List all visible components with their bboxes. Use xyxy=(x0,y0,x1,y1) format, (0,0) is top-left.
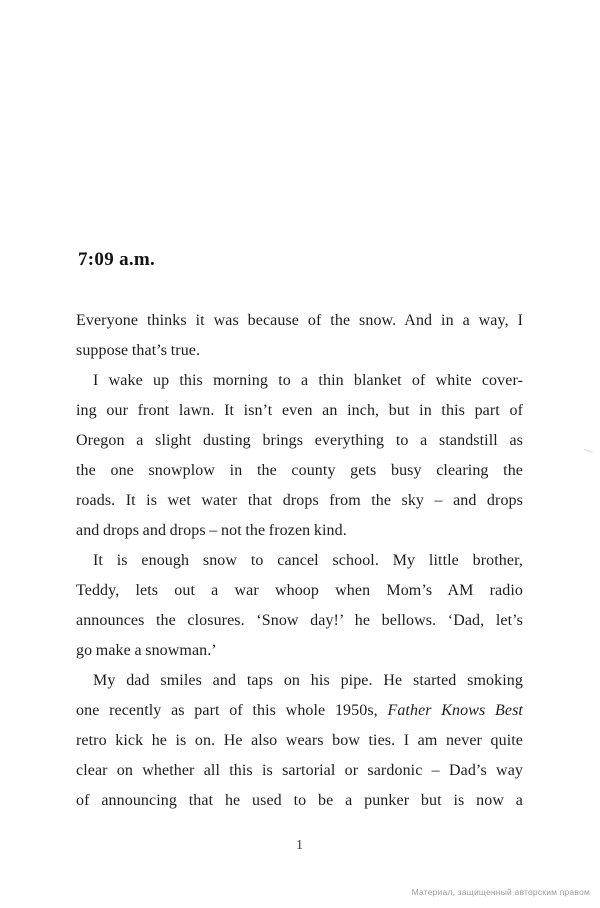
text-line xyxy=(76,426,523,456)
text-segment: go make a snowman.’ xyxy=(76,642,217,659)
text-segment: Everyone thinks it was because of the snow. And in a way, I xyxy=(76,312,523,329)
text-segment: one recently as part of this whole 1950s, xyxy=(76,702,388,719)
text-line xyxy=(76,696,523,726)
text-segment: of announcing that he used to be a punker but is now a xyxy=(76,792,523,809)
text-segment: Teddy, lets out a war whoop when Mom’s AM radio xyxy=(76,582,523,599)
text-segment: the one snowplow in the county gets busy clearing the xyxy=(76,462,523,479)
text-segment: retro kick he is on. He also wears bow ties. I am never quite xyxy=(76,732,523,749)
text-line xyxy=(76,396,523,426)
text-line xyxy=(76,366,523,396)
text-segment: announces the closures. ‘Snow day!’ he bellows. ‘Dad, let’s xyxy=(76,612,523,629)
text-segment: and drops and drops – not the frozen kind. xyxy=(76,522,347,539)
text-block xyxy=(76,306,523,816)
text-line xyxy=(76,726,523,756)
text-line xyxy=(76,516,523,546)
italic-text-segment: Father Knows Best xyxy=(387,702,523,719)
page-number: 1 xyxy=(296,838,303,853)
text-segment: Oregon a slight dusting brings everything to a standstill as xyxy=(76,432,523,449)
scan-artifact xyxy=(584,449,593,454)
text-line xyxy=(76,456,523,486)
text-line xyxy=(76,756,523,786)
text-segment: suppose that’s true. xyxy=(76,342,201,359)
text-segment: It is enough snow to cancel school. My little brother, xyxy=(93,552,523,569)
text-segment: My dad smiles and taps on his pipe. He started smoking xyxy=(93,672,523,689)
text-line xyxy=(76,336,523,366)
text-line xyxy=(76,546,523,576)
copyright-watermark: Материал, защищенный авторским правом xyxy=(411,887,590,897)
text-line xyxy=(76,606,523,636)
text-line xyxy=(76,786,523,816)
text-segment: clear on whether all this is sartorial or sardonic – Dad’s way xyxy=(76,762,523,779)
text-line xyxy=(76,666,523,696)
text-segment: ing our front lawn. It isn’t even an inch, but in this part of xyxy=(76,402,523,419)
text-line xyxy=(76,576,523,606)
text-line xyxy=(76,636,523,666)
text-segment: I wake up this morning to a thin blanket of white cover- xyxy=(93,372,523,389)
text-line xyxy=(76,486,523,516)
text-line xyxy=(76,306,523,336)
text-segment: roads. It is wet water that drops from the sky – and drops xyxy=(76,492,523,509)
time-heading: 7:09 a.m. xyxy=(78,249,156,270)
